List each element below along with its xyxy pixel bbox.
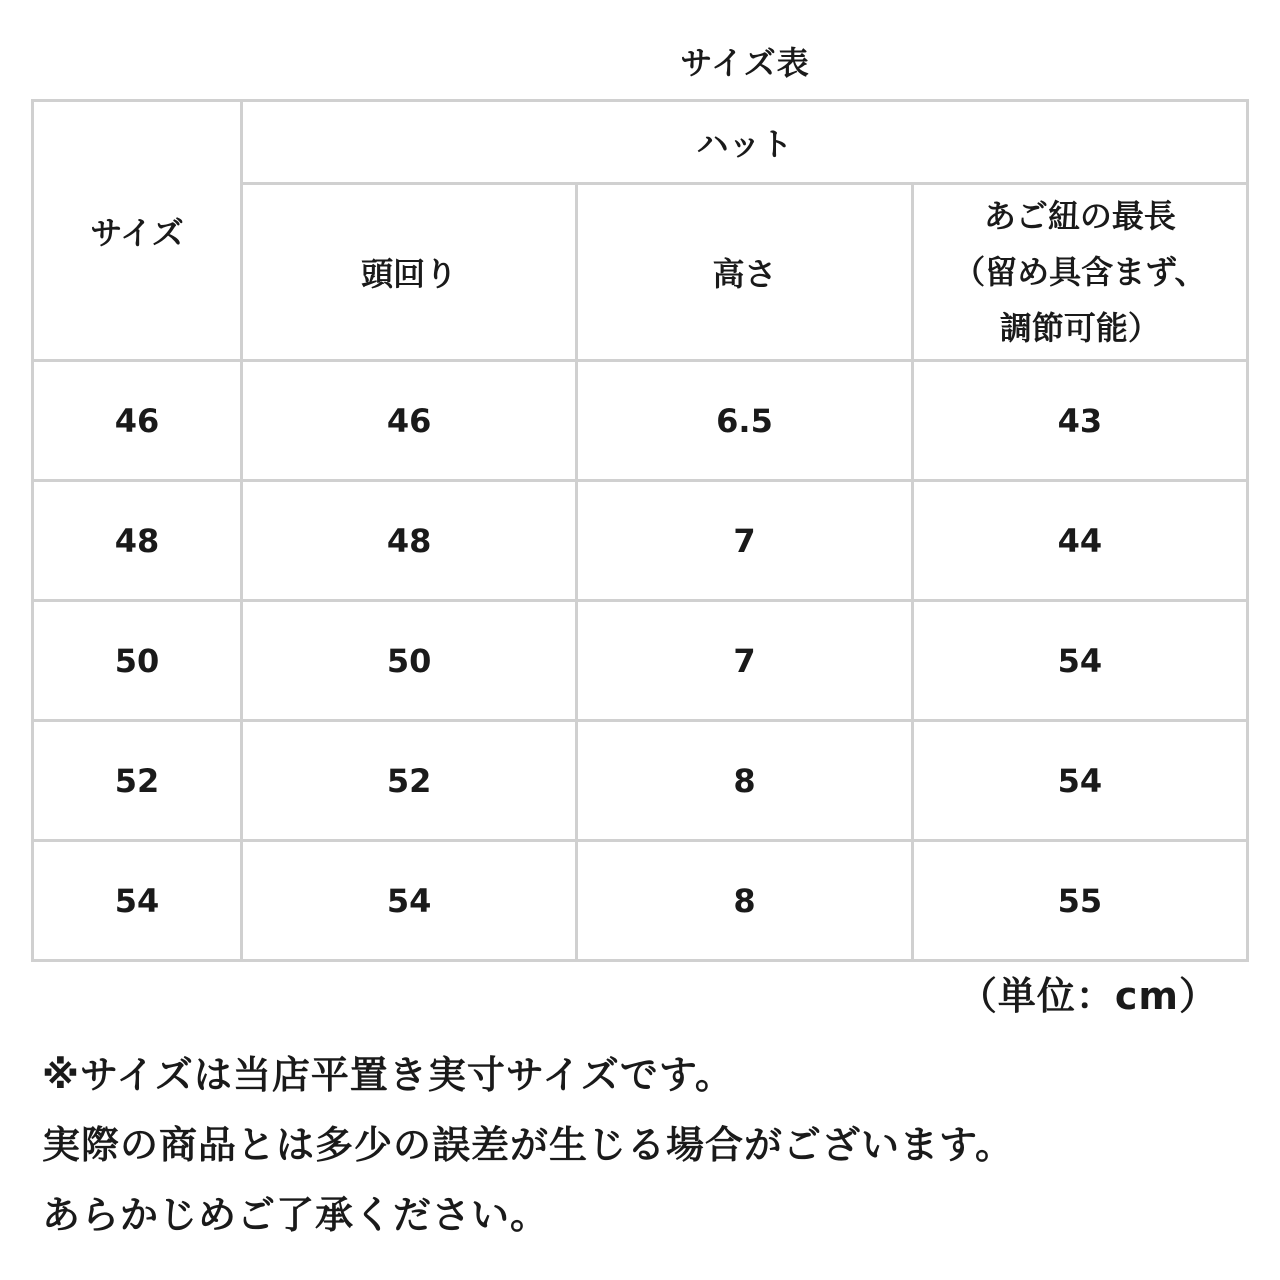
height-cell: 7 xyxy=(577,481,912,601)
height-cell: 6.5 xyxy=(577,361,912,481)
head-circumference-cell: 54 xyxy=(242,841,577,961)
head-circumference-header: 頭回り xyxy=(242,184,577,361)
chin-strap-header xyxy=(912,184,1247,361)
table-header-row xyxy=(33,101,1248,184)
height-cell: 8 xyxy=(577,841,912,961)
chin-strap-cell: 54 xyxy=(912,601,1247,721)
page-title: サイズ表 xyxy=(680,44,810,82)
height-cell: 8 xyxy=(577,721,912,841)
table-row xyxy=(33,361,1248,481)
note-line: あらかじめご了承ください。 xyxy=(42,1193,550,1237)
size-cell: 52 xyxy=(33,721,242,841)
note-line: ※サイズは当店平置き実寸サイズです。 xyxy=(42,1053,734,1097)
size-cell: 50 xyxy=(33,601,242,721)
head-circumference-cell: 50 xyxy=(242,601,577,721)
height-header: 高さ xyxy=(577,184,912,361)
size-cell: 48 xyxy=(33,481,242,601)
table-row xyxy=(33,481,1248,601)
chin-strap-cell: 55 xyxy=(912,841,1247,961)
size-cell: 46 xyxy=(33,361,242,481)
notes xyxy=(42,1040,1014,1250)
size-column-header: サイズ xyxy=(33,101,242,361)
size-table xyxy=(31,99,1249,962)
chin-strap-header-line3: 調節可能） xyxy=(999,309,1160,347)
table-row xyxy=(33,721,1248,841)
chin-strap-cell: 54 xyxy=(912,721,1247,841)
chin-strap-header-line2: （留め具含まず、 xyxy=(953,253,1207,291)
chin-strap-cell: 44 xyxy=(912,481,1247,601)
chin-strap-cell: 43 xyxy=(912,361,1247,481)
chin-strap-header-line1: あご紐の最長 xyxy=(983,197,1176,235)
head-circumference-cell: 48 xyxy=(242,481,577,601)
unit-label: （単位：cm） xyxy=(958,974,1218,1018)
table-row xyxy=(33,841,1248,961)
head-circumference-cell: 52 xyxy=(242,721,577,841)
table-row xyxy=(33,601,1248,721)
head-circumference-cell: 46 xyxy=(242,361,577,481)
note-line: 実際の商品とは多少の誤差が生じる場合がございます。 xyxy=(42,1123,1014,1167)
height-cell: 7 xyxy=(577,601,912,721)
hat-group-header: ハット xyxy=(242,101,1248,184)
size-cell: 54 xyxy=(33,841,242,961)
